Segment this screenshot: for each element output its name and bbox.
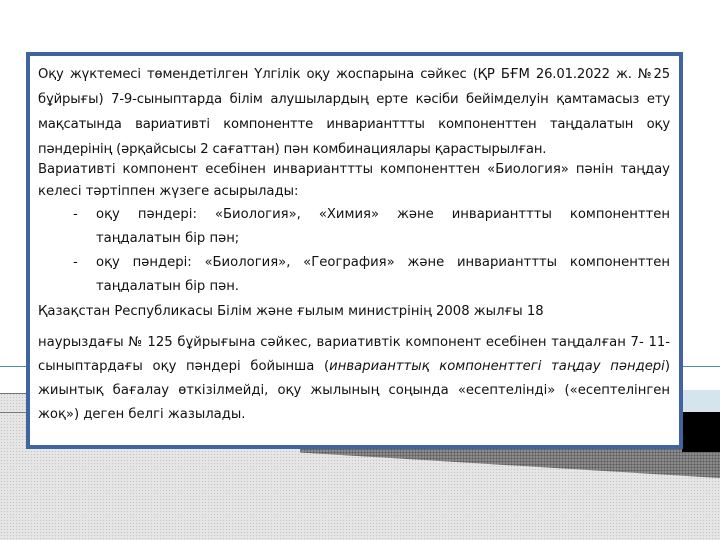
background-light-band <box>682 390 720 412</box>
subject-options-list <box>38 203 670 299</box>
italic-term: инварианттық компоненттегі таңдау пәндері <box>329 359 665 374</box>
paragraph-assessment-rule <box>38 300 670 427</box>
list-item-text: оқу пәндері: «Биология», «Химия» және инварианттты компоненттен таңдалатын бір пән; <box>96 207 670 246</box>
paragraph-biology-selection: Вариативті компонент есебінен инварианттты компоненттен «Биология» пәнін таңдау келесі тәртіппен жүзеге асырылады: <box>38 162 670 199</box>
slide-content <box>38 62 670 427</box>
dash-bullet-icon: - <box>73 207 78 222</box>
background-black-band <box>682 412 720 452</box>
slide-text-box <box>26 52 683 449</box>
list-item <box>38 251 670 299</box>
paragraph-first-line: Қазақстан Республикасы Білім және ғылым министрінің 2008 жылғы 18 <box>38 304 544 319</box>
list-item <box>38 203 670 251</box>
paragraph-text: наурыздағы № 125 бұйрығына сәйкес, вариативтік компонент есебінен таңдалған 7- 11-сыныптардағы оқу пәндері бойынша ( <box>38 335 670 374</box>
dash-bullet-icon: - <box>73 255 78 270</box>
list-item-text: оқу пәндері: «Биология», «География» және инварианттты компоненттен таңдалатын бір пән. <box>96 255 670 294</box>
paragraph-curriculum-intro: Оқу жүктемесі төмендетілген Үлгілік оқу жоспарына сәйкес (ҚР БҒМ 26.01.2022 ж. №25 бұйрығы) 7-9-сыныптарда білім алушылардың ерте кәсіби бейімделуін қамтамасыз ету мақсатында вариативті компонентте инварианттты компоненттен таңдалатын оқу пәндерінің (әрқайсысы 2 сағаттан) пән комбинациялары қарастырылған. <box>38 67 670 157</box>
paragraph-text: ) жиынтық бағалау өткізілмейді, оқу жылының соңында «есептелінді» («есептелінген жоқ») деген белгі жазылады. <box>38 359 670 422</box>
